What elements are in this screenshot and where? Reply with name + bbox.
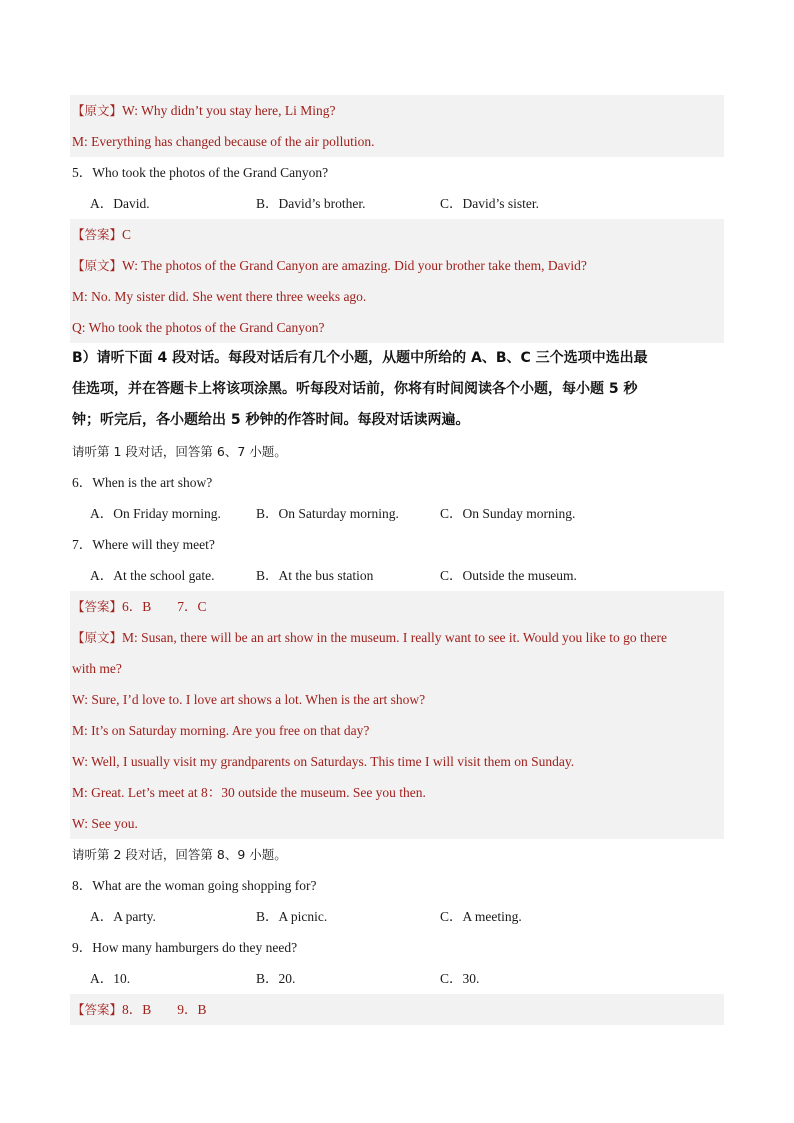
answer-7: 7．C <box>177 599 207 614</box>
transcript-text: W: The photos of the Grand Canyon are amazing. Did your brother take them, David? <box>122 258 587 273</box>
transcript-line <box>70 622 724 653</box>
option-a: A．At the school gate. <box>90 568 215 583</box>
question-7: 7．Where will they meet? <box>72 537 215 552</box>
option-c: C．David’s sister. <box>440 196 540 211</box>
option-c: C．On Sunday morning. <box>440 506 576 521</box>
transcript-line <box>70 312 724 343</box>
transcript-line <box>70 684 724 715</box>
transcript-text: M: Everything has changed because of the air pollution. <box>72 134 375 149</box>
section-b-instructions-2: 佳选项，并在答题卡上将该项涂黑。听每段对话前，你将有时间阅读各个小题，每小题 5 秒 <box>72 381 638 397</box>
dialogue-2-intro: 请听第 2 段对话，回答第 8、9 小题。 <box>72 847 287 862</box>
question-8: 8．What are the woman going shopping for? <box>72 878 317 893</box>
question-7-options <box>70 560 724 591</box>
answer-8: 8．B <box>122 1002 152 1017</box>
answer-6: 6．B <box>122 599 152 614</box>
option-a: A．David. <box>90 196 150 211</box>
transcript-tag: 【原文】 <box>72 630 123 645</box>
transcript-text: with me? <box>72 661 122 676</box>
transcript-tag: 【原文】 <box>72 103 123 118</box>
option-c: C．30. <box>440 971 480 986</box>
question-6-options <box>70 498 724 529</box>
answer-line <box>70 219 724 250</box>
section-b-instructions-3: 钟；听完后，各小题给出 5 秒钟的作答时间。每段对话读两遍。 <box>72 412 470 428</box>
transcript-text: M: No. My sister did. She went there three weeks ago. <box>72 289 367 304</box>
option-c: C．Outside the museum. <box>440 568 577 583</box>
transcript-line <box>70 808 724 839</box>
transcript-line <box>70 126 724 157</box>
answer-line <box>70 591 724 622</box>
transcript-tag: 【原文】 <box>72 258 123 273</box>
question-5: 5．Who took the photos of the Grand Canyon? <box>72 165 329 180</box>
question-6: 6．When is the art show? <box>72 475 213 490</box>
question-5-options <box>70 188 724 219</box>
transcript-text: Q: Who took the photos of the Grand Canyon? <box>72 320 325 335</box>
transcript-text: M: Susan, there will be an art show in the museum. I really want to see it. Would you like to go there <box>122 630 667 645</box>
transcript-line <box>70 746 724 777</box>
transcript-text: W: Well, I usually visit my grandparents on Saturdays. This time I will visit them on Sunday. <box>72 754 575 769</box>
transcript-line <box>70 653 724 684</box>
transcript-line <box>70 95 724 126</box>
section-b-instructions-1: B）请听下面 4 段对话。每段对话后有几个小题，从题中所给的 A、B、C 三个选项中选出最 <box>72 350 648 366</box>
option-c: C．A meeting. <box>440 909 522 924</box>
answer-9: 9．B <box>177 1002 207 1017</box>
transcript-line <box>70 281 724 312</box>
answer-tag: 【答案】 <box>72 227 123 242</box>
question-8-options <box>70 901 724 932</box>
option-a: A．On Friday morning. <box>90 506 221 521</box>
transcript-line <box>70 250 724 281</box>
question-9-options <box>70 963 724 994</box>
answer-tag: 【答案】 <box>72 599 123 614</box>
transcript-line <box>70 715 724 746</box>
transcript-text: M: It’s on Saturday morning. Are you free on that day? <box>72 723 370 738</box>
transcript-line <box>70 777 724 808</box>
option-b: B．At the bus station <box>256 568 374 583</box>
question-9: 9．How many hamburgers do they need? <box>72 940 298 955</box>
option-a: A．10. <box>90 971 131 986</box>
transcript-text: W: Sure, I’d love to. I love art shows a lot. When is the art show? <box>72 692 426 707</box>
answer-text: C <box>122 227 132 242</box>
option-b: B．A picnic. <box>256 909 328 924</box>
option-b: B．On Saturday morning. <box>256 506 399 521</box>
option-a: A．A party. <box>90 909 156 924</box>
transcript-text: M: Great. Let’s meet at 8：30 outside the museum. See you then. <box>72 785 426 800</box>
dialogue-1-intro: 请听第 1 段对话，回答第 6、7 小题。 <box>72 444 287 459</box>
option-b: B．20. <box>256 971 296 986</box>
transcript-text: W: Why didn’t you stay here, Li Ming? <box>122 103 336 118</box>
option-b: B．David’s brother. <box>256 196 366 211</box>
transcript-text: W: See you. <box>72 816 138 831</box>
page-content <box>70 95 724 1025</box>
answer-tag: 【答案】 <box>72 1002 123 1017</box>
answer-line <box>70 994 724 1025</box>
